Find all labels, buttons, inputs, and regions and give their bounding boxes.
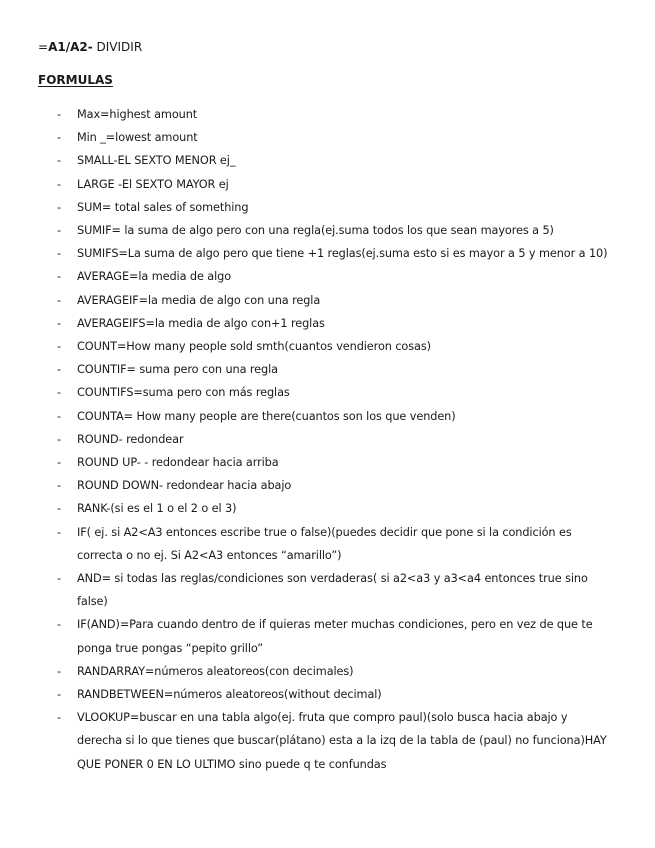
- bullet-dash: -: [57, 270, 61, 284]
- list-item-text: SUMIF= la suma de algo pero con una regla(ej.suma todos los que sean mayores a 5): [77, 224, 554, 238]
- bullet-dash: -: [57, 432, 61, 446]
- list-item: [0, 381, 655, 404]
- list-item: [0, 265, 655, 288]
- list-item-text: ROUND UP- - redondear hacia arriba: [77, 456, 279, 470]
- bullet-dash: -: [57, 479, 61, 493]
- formula-prefix: =: [38, 40, 49, 54]
- list-item: [0, 613, 655, 659]
- divide-formula-line: [38, 40, 142, 54]
- list-item-text: RANK-(si es el 1 o el 2 o el 3): [77, 502, 237, 516]
- bullet-dash: -: [57, 409, 61, 423]
- list-item: [0, 312, 655, 335]
- list-item-text: RANDBETWEEN=números aleatoreos(without decimal): [77, 688, 382, 702]
- bullet-dash: -: [57, 502, 61, 516]
- bullet-dash: -: [57, 340, 61, 354]
- list-item: [0, 103, 655, 126]
- list-item-text: COUNTIFS=suma pero con más reglas: [77, 386, 290, 400]
- list-item-text: LARGE -El SEXTO MAYOR ej: [77, 177, 229, 191]
- list-item: [0, 173, 655, 196]
- list-item: [0, 335, 655, 358]
- list-item: [0, 242, 655, 265]
- formula-description: DIVIDIR: [92, 40, 143, 54]
- bullet-dash: -: [57, 456, 61, 470]
- list-item: [0, 683, 655, 706]
- formula-cells: A1/A2-: [48, 40, 93, 54]
- bullet-dash: -: [57, 293, 61, 307]
- list-item: [0, 149, 655, 172]
- list-item-text: IF(AND)=Para cuando dentro de if quieras meter muchas condiciones, pero en vez de que te ponga true pongas “pepito grillo”: [77, 618, 593, 655]
- bullet-dash: -: [57, 572, 61, 586]
- list-item-text: VLOOKUP=buscar en una tabla algo(ej. fruta que compro paul)(solo busca hacia abajo y derecha si lo que tienes que buscar(plátano) esta a la izq de la tabla de (paul) no funciona)HAY QUE PONER 0 EN LO ULTIMO sino puede q te confundas: [77, 711, 607, 771]
- bullet-dash: -: [57, 247, 61, 261]
- list-item: [0, 521, 655, 567]
- bullet-dash: -: [57, 131, 61, 145]
- list-item-text: AVERAGEIF=la media de algo con una regla: [77, 293, 321, 307]
- bullet-dash: -: [57, 386, 61, 400]
- bullet-dash: -: [57, 688, 61, 702]
- list-item: [0, 126, 655, 149]
- bullet-dash: -: [57, 316, 61, 330]
- bullet-dash: -: [57, 711, 61, 725]
- list-item: [0, 497, 655, 520]
- list-item-text: AVERAGE=la media de algo: [77, 270, 232, 284]
- bullet-dash: -: [57, 154, 61, 168]
- list-item-text: Min _=lowest amount: [77, 131, 198, 145]
- bullet-dash: -: [57, 108, 61, 121]
- list-item-text: SMALL-EL SEXTO MENOR ej_: [77, 154, 236, 168]
- list-item-text: COUNTIF= suma pero con una regla: [77, 363, 278, 377]
- list-item-text: COUNT=How many people sold smth(cuantos vendieron cosas): [77, 340, 431, 354]
- bullet-dash: -: [57, 525, 61, 539]
- list-item: [0, 405, 655, 428]
- bullet-dash: -: [57, 200, 61, 214]
- list-item: [0, 474, 655, 497]
- list-item-text: Max=highest amount: [77, 108, 198, 121]
- list-item-text: SUMIFS=La suma de algo pero que tiene +1 reglas(ej.suma esto si es mayor a 5 y menor a 10): [77, 247, 608, 261]
- list-item: [0, 196, 655, 219]
- bullet-dash: -: [57, 177, 61, 191]
- bullet-dash: -: [57, 618, 61, 632]
- list-item-text: ROUND- redondear: [77, 432, 184, 446]
- list-item-text: SUM= total sales of something: [77, 200, 249, 214]
- list-item: [0, 219, 655, 242]
- formula-list: [0, 103, 655, 776]
- list-item: [0, 451, 655, 474]
- list-item: [0, 567, 655, 613]
- bullet-dash: -: [57, 664, 61, 678]
- list-item-text: RANDARRAY=números aleatoreos(con decimales): [77, 664, 354, 678]
- list-item-text: COUNTA= How many people are there(cuantos son los que venden): [77, 409, 456, 423]
- list-item: [0, 358, 655, 381]
- bullet-dash: -: [57, 363, 61, 377]
- list-item: [0, 428, 655, 451]
- list-item-text: AND= si todas las reglas/condiciones son verdaderas( si a2<a3 y a3<a4 entonces true sino false): [77, 572, 588, 609]
- list-item: [0, 660, 655, 683]
- list-item: [0, 706, 655, 776]
- list-item: [0, 289, 655, 312]
- list-item-text: IF( ej. si A2<A3 entonces escribe true o false)(puedes decidir que pone si la condición es correcta o no ej. Si A2<A3 entonces “amarillo”): [77, 525, 572, 562]
- list-item-text: ROUND DOWN- redondear hacia abajo: [77, 479, 292, 493]
- bullet-dash: -: [57, 224, 61, 238]
- formulas-heading: FORMULAS: [38, 73, 113, 87]
- list-item-text: AVERAGEIFS=la media de algo con+1 reglas: [77, 316, 325, 330]
